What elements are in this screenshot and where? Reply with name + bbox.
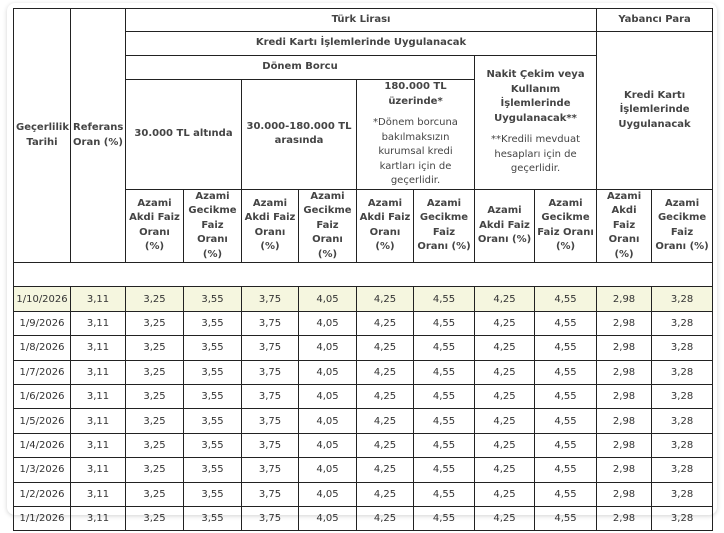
cell: 4,05 <box>299 360 357 384</box>
header-yp-kredi-karti: Kredi Kartı İşlemlerinde Uygulanacak <box>597 32 713 190</box>
cell: 4,55 <box>535 360 597 384</box>
table-row <box>14 287 713 311</box>
header-azami-gecikme-5: Azami Gecikme Faiz Oranı (%) <box>652 189 713 263</box>
cell: 3,75 <box>242 336 299 360</box>
cell: 4,25 <box>357 409 414 433</box>
cell: 1/8/2026 <box>14 336 71 360</box>
cell: 1/10/2026 <box>14 287 71 311</box>
cell: 4,55 <box>535 311 597 335</box>
cell: 3,11 <box>71 311 126 335</box>
cell: 1/2/2026 <box>14 482 71 506</box>
header-turk-lirasi: Türk Lirası <box>126 9 597 32</box>
cell: 3,55 <box>184 360 242 384</box>
cell: 4,55 <box>414 384 475 408</box>
cell: 1/1/2026 <box>14 506 71 530</box>
band-3-title: 180.000 TL üzerinde* <box>384 81 447 107</box>
cell: 4,55 <box>535 433 597 457</box>
cell: 3,25 <box>126 311 184 335</box>
cell: 3,25 <box>126 433 184 457</box>
cell: 4,55 <box>535 336 597 360</box>
cell: 2,98 <box>597 336 652 360</box>
header-azami-akdi-1: Azami Akdi Faiz Oranı (%) <box>126 189 184 263</box>
cell: 4,55 <box>414 311 475 335</box>
table-row <box>14 311 713 335</box>
cell: 4,05 <box>299 482 357 506</box>
cell: 4,25 <box>475 482 535 506</box>
cell: 3,75 <box>242 409 299 433</box>
cell: 4,05 <box>299 433 357 457</box>
cell: 4,05 <box>299 384 357 408</box>
cell: 3,55 <box>184 458 242 482</box>
cell: 3,75 <box>242 458 299 482</box>
nakit-cekim-title: Nakit Çekim veya Kullanım İşlemlerinde Uygulanacak** <box>486 69 585 124</box>
cell: 3,28 <box>652 360 713 384</box>
cell: 3,25 <box>126 360 184 384</box>
table-row <box>14 384 713 408</box>
cell: 3,55 <box>184 311 242 335</box>
cell: 4,55 <box>414 336 475 360</box>
cell: 3,28 <box>652 482 713 506</box>
cell: 4,55 <box>414 409 475 433</box>
cell: 4,55 <box>414 360 475 384</box>
table-body <box>14 287 713 531</box>
table-row <box>14 409 713 433</box>
cell: 1/5/2026 <box>14 409 71 433</box>
header-nakit-cekim <box>475 56 597 190</box>
band-3-note: *Dönem borcuna bakılmaksızın kurumsal kredi kartları için de geçerlidir. <box>373 117 458 186</box>
cell: 4,55 <box>414 458 475 482</box>
header-band-180000-uzeri <box>357 80 475 190</box>
cell: 4,55 <box>414 482 475 506</box>
cell: 2,98 <box>597 506 652 530</box>
header-azami-akdi-5: Azami Akdi Faiz Oranı (%) <box>597 189 652 263</box>
header-band-30000-alti: 30.000 TL altında <box>126 80 242 190</box>
table-row <box>14 482 713 506</box>
table-row <box>14 433 713 457</box>
cell: 4,55 <box>535 384 597 408</box>
cell: 4,25 <box>357 336 414 360</box>
header-azami-gecikme-2: Azami Gecikme Faiz Oranı (%) <box>299 189 357 263</box>
cell: 3,28 <box>652 311 713 335</box>
cell: 3,11 <box>71 360 126 384</box>
cell: 3,11 <box>71 409 126 433</box>
table-row <box>14 506 713 530</box>
cell: 1/6/2026 <box>14 384 71 408</box>
header-azami-gecikme-3: Azami Gecikme Faiz Oranı (%) <box>414 189 475 263</box>
cell: 3,28 <box>652 458 713 482</box>
cell: 2,98 <box>597 409 652 433</box>
header-azami-akdi-3: Azami Akdi Faiz Oranı (%) <box>357 189 414 263</box>
cell: 4,55 <box>535 506 597 530</box>
cell: 4,55 <box>414 287 475 311</box>
header-gecerlilik-tarihi: Geçerlilik Tarihi <box>14 9 71 263</box>
cell: 4,25 <box>357 384 414 408</box>
cell: 4,25 <box>357 506 414 530</box>
cell: 3,55 <box>184 336 242 360</box>
cell: 3,11 <box>71 506 126 530</box>
cell: 2,98 <box>597 311 652 335</box>
cell: 4,55 <box>414 433 475 457</box>
cell: 2,98 <box>597 458 652 482</box>
cell: 4,55 <box>535 409 597 433</box>
cell: 4,25 <box>475 506 535 530</box>
cell: 3,75 <box>242 360 299 384</box>
cell: 1/3/2026 <box>14 458 71 482</box>
cell: 4,25 <box>475 360 535 384</box>
header-kredi-karti-islemleri: Kredi Kartı İşlemlerinde Uygulanacak <box>126 32 597 56</box>
cell: 3,55 <box>184 433 242 457</box>
cell: 3,55 <box>184 482 242 506</box>
rates-table-card <box>7 3 717 525</box>
header-azami-akdi-2: Azami Akdi Faiz Oranı (%) <box>242 189 299 263</box>
cell: 3,75 <box>242 433 299 457</box>
cell: 3,11 <box>71 433 126 457</box>
cell: 3,28 <box>652 506 713 530</box>
cell: 3,25 <box>126 506 184 530</box>
cell: 4,25 <box>475 384 535 408</box>
header-yabanci-para: Yabancı Para <box>597 9 713 32</box>
cell: 3,75 <box>242 384 299 408</box>
interest-rates-table <box>13 8 713 531</box>
cell: 3,28 <box>652 384 713 408</box>
cell: 1/7/2026 <box>14 360 71 384</box>
table-header <box>14 9 713 287</box>
cell: 4,05 <box>299 409 357 433</box>
cell: 3,55 <box>184 384 242 408</box>
cell: 3,11 <box>71 482 126 506</box>
cell: 2,98 <box>597 482 652 506</box>
cell: 3,11 <box>71 287 126 311</box>
cell: 4,05 <box>299 287 357 311</box>
cell: 4,55 <box>414 506 475 530</box>
cell: 3,25 <box>126 336 184 360</box>
cell: 3,25 <box>126 287 184 311</box>
cell: 4,05 <box>299 458 357 482</box>
cell: 4,55 <box>535 458 597 482</box>
cell: 3,28 <box>652 409 713 433</box>
cell: 3,75 <box>242 287 299 311</box>
cell: 4,25 <box>357 458 414 482</box>
cell: 4,25 <box>475 409 535 433</box>
cell: 4,25 <box>357 433 414 457</box>
cell: 4,25 <box>357 482 414 506</box>
cell: 4,25 <box>475 458 535 482</box>
cell: 4,05 <box>299 506 357 530</box>
cell: 4,25 <box>475 287 535 311</box>
cell: 3,28 <box>652 336 713 360</box>
cell: 3,25 <box>126 482 184 506</box>
cell: 3,28 <box>652 287 713 311</box>
cell: 3,11 <box>71 336 126 360</box>
cell: 2,98 <box>597 287 652 311</box>
header-referans-oran: Referans Oran (%) <box>71 9 126 263</box>
cell: 3,25 <box>126 458 184 482</box>
cell: 3,25 <box>126 409 184 433</box>
header-donem-borcu: Dönem Borcu <box>126 56 475 80</box>
cell: 4,25 <box>357 287 414 311</box>
cell: 3,75 <box>242 482 299 506</box>
table-row <box>14 360 713 384</box>
cell: 2,98 <box>597 433 652 457</box>
table-row <box>14 336 713 360</box>
cell: 3,11 <box>71 458 126 482</box>
header-band-30000-180000: 30.000-180.000 TL arasında <box>242 80 357 190</box>
nakit-cekim-note: **Kredili mevduat hesapları için de geçerlidir. <box>491 134 581 174</box>
cell: 3,75 <box>242 311 299 335</box>
cell: 4,55 <box>535 482 597 506</box>
cell: 4,55 <box>535 287 597 311</box>
table-row <box>14 458 713 482</box>
cell: 3,25 <box>126 384 184 408</box>
header-azami-akdi-4: Azami Akdi Faiz Oranı (%) <box>475 189 535 263</box>
cell: 3,55 <box>184 506 242 530</box>
cell: 2,98 <box>597 360 652 384</box>
cell: 3,55 <box>184 287 242 311</box>
header-azami-gecikme-4: Azami Gecikme Faiz Oranı (%) <box>535 189 597 263</box>
cell: 3,28 <box>652 433 713 457</box>
cell: 3,75 <box>242 506 299 530</box>
header-azami-gecikme-1: Azami Gecikme Faiz Oranı (%) <box>184 189 242 263</box>
cell: 4,25 <box>357 311 414 335</box>
cell: 1/9/2026 <box>14 311 71 335</box>
cell: 4,25 <box>475 336 535 360</box>
cell: 4,05 <box>299 336 357 360</box>
cell: 4,25 <box>475 311 535 335</box>
cell: 4,25 <box>357 360 414 384</box>
cell: 4,05 <box>299 311 357 335</box>
cell: 2,98 <box>597 384 652 408</box>
cell: 3,55 <box>184 409 242 433</box>
cell: 3,11 <box>71 384 126 408</box>
header-gap <box>14 263 713 287</box>
cell: 1/4/2026 <box>14 433 71 457</box>
cell: 4,25 <box>475 433 535 457</box>
